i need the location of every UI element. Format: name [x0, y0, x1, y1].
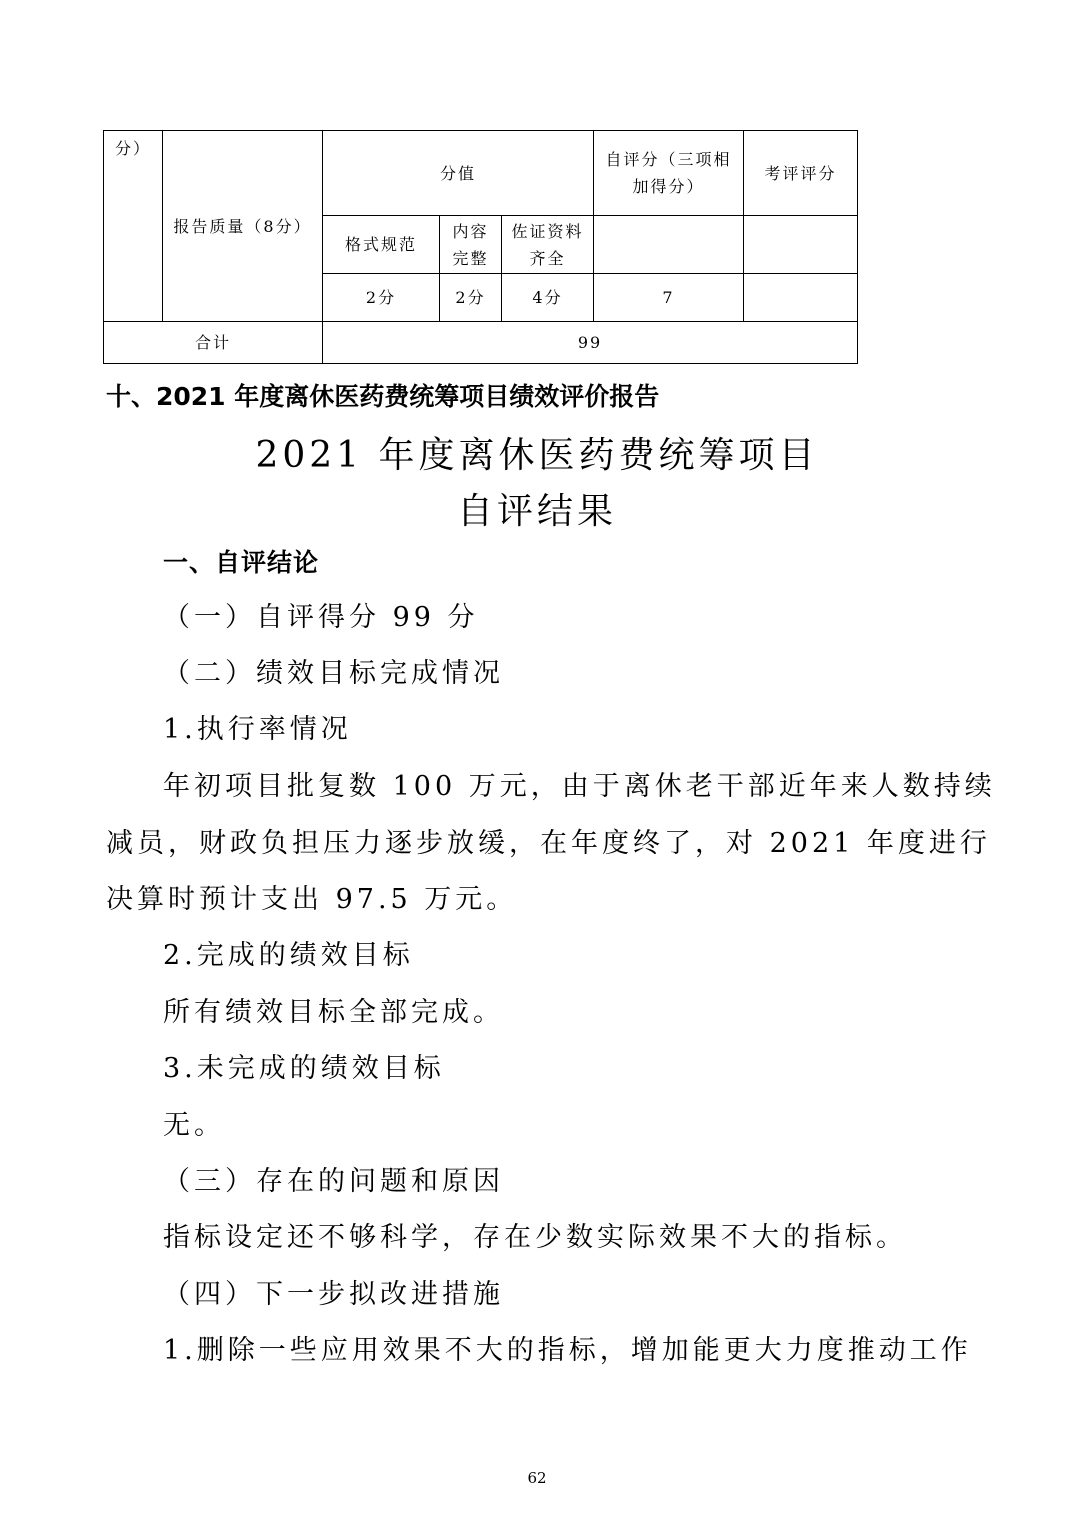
format-standard-header: 格式规范 [323, 216, 440, 274]
empty-cell [594, 216, 744, 274]
total-label: 合计 [104, 322, 323, 364]
paragraph: 1.删除一些应用效果不大的指标，增加能更大力度推动工作 [163, 1335, 972, 1366]
paragraph: 指标设定还不够科学，存在少数实际效果不大的指标。 [163, 1222, 907, 1253]
paragraph-line: 减员，财政负担压力逐步放缓，在年度终了，对 2021 年度进行 [106, 828, 991, 859]
paragraph: 无。 [163, 1110, 225, 1141]
review-score-value [744, 274, 858, 322]
review-score-header: 考评评分 [744, 131, 858, 216]
self-score-header: 自评分（三项相加得分） [594, 131, 744, 216]
doc-title-line1: 2021 年度离休医药费统筹项目 [255, 435, 819, 476]
total-value: 99 [323, 322, 858, 364]
empty-cell [744, 216, 858, 274]
format-standard-value: 2分 [323, 274, 440, 322]
paragraph: 2.完成的绩效目标 [163, 940, 414, 971]
content-complete-header: 内容完整 [440, 216, 502, 274]
self-score-value: 7 [594, 274, 744, 322]
paragraph: （一）自评得分 99 分 [163, 602, 479, 633]
paragraph: 所有绩效目标全部完成。 [163, 997, 504, 1028]
doc-title-line2: 自评结果 [456, 491, 617, 532]
score-table [103, 130, 858, 364]
evidence-complete-header: 佐证资料齐全 [502, 216, 594, 274]
paragraph: 3.未完成的绩效目标 [163, 1053, 445, 1084]
score-value-header: 分值 [323, 131, 594, 216]
paragraph: 1.执行率情况 [163, 714, 352, 745]
paragraph: （三）存在的问题和原因 [163, 1166, 504, 1197]
table-fragment-cell: 分） [104, 131, 163, 322]
content-complete-value: 2分 [440, 274, 502, 322]
paragraph: （二）绩效目标完成情况 [163, 658, 504, 689]
self-evaluation-conclusion-heading: 一、自评结论 [163, 548, 320, 577]
evidence-complete-value: 4分 [502, 274, 594, 322]
report-quality-label: 报告质量（8分） [163, 131, 323, 322]
section-heading: 十、2021 年度离休医药费统筹项目绩效评价报告 [106, 382, 660, 411]
paragraph-line: 决算时预计支出 97.5 万元。 [106, 884, 518, 915]
page-number: 62 [527, 1469, 547, 1487]
paragraph: （四）下一步拟改进措施 [163, 1279, 504, 1310]
paragraph-line: 年初项目批复数 100 万元，由于离休老干部近年来人数持续 [163, 771, 996, 802]
